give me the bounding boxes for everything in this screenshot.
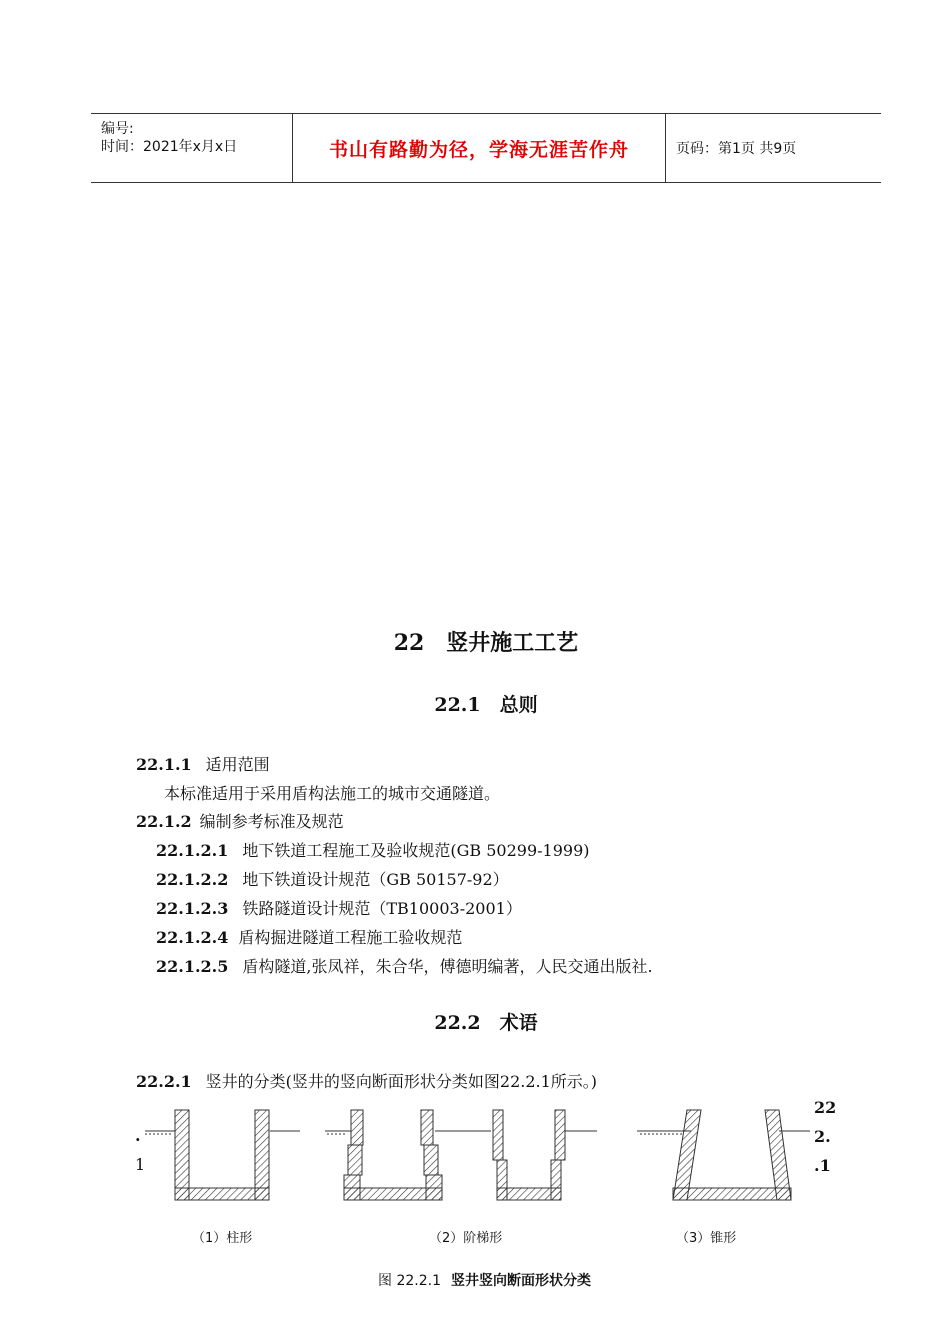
chapter-title: 22 竖井施工工艺 (393, 630, 579, 656)
item-text: 竖井的分类(竖井的竖向断面形状分类如图22.2.1所示。) (205, 1072, 598, 1091)
page-header (91, 113, 881, 183)
caption-number: 图 22.2.1 (378, 1273, 441, 1289)
item-number: 22.1.2.5 (156, 957, 229, 976)
item-text: 适用范围 (205, 755, 270, 774)
item-number: 22.1.2.4 (156, 928, 229, 947)
item-text: 地下铁道工程施工及验收规范(GB 50299-1999) (242, 841, 590, 860)
side-fragment: 22 (814, 1098, 837, 1117)
stepped-shaft (325, 1110, 597, 1200)
side-fragment: .1 (814, 1156, 831, 1175)
paragraph-text: 本标准适用于采用盾构法施工的城市交通隧道。 (164, 784, 501, 803)
left-fragment: . (135, 1126, 141, 1145)
section-title-terms: 22.2 术语 (434, 1012, 538, 1034)
motto: 书山有路勤为径，学海无涯苦作舟 (328, 138, 629, 161)
item-text: 盾构掘进隧道工程施工验收规范 (238, 928, 463, 947)
section-title-general: 22.1 总则 (434, 694, 538, 716)
item-22-1-2 (136, 809, 344, 832)
item-text: 编制参考标准及规范 (199, 812, 344, 831)
header-meta-cell (91, 114, 293, 182)
item-text: 地下铁道设计规范（GB 50157-92） (242, 870, 509, 889)
item-22-1-2-1 (156, 838, 590, 861)
item-text: 盾构隧道,张凤祥，朱合华，傅德明编著，人民交通出版社. (242, 957, 653, 976)
item-22-1-2-2 (156, 867, 509, 890)
item-number: 22.2.1 (136, 1072, 192, 1091)
item-22-1-1 (136, 752, 270, 775)
page-info: 页码：第1页 共9页 (676, 141, 797, 157)
item-22-2-1 (136, 1069, 597, 1092)
conical-shaft (637, 1110, 810, 1200)
time-label: 时间：2021年x月x日 (101, 139, 238, 155)
figure-label-cylindrical: （1）柱形 (192, 1231, 253, 1246)
item-number: 22.1.2.1 (156, 841, 229, 860)
item-number: 22.1.1 (136, 755, 192, 774)
cylindrical-shaft (145, 1110, 300, 1200)
caption-text: 竖井竖向断面形状分类 (450, 1273, 591, 1289)
item-number: 22.1.2.2 (156, 870, 229, 889)
item-number: 22.1.2.3 (156, 899, 229, 918)
shaft-diagram (135, 1100, 815, 1220)
figure-label-conical: （3）锥形 (676, 1231, 737, 1246)
item-text: 铁路隧道设计规范（TB10003-2001） (242, 899, 522, 918)
figure-caption (378, 1270, 591, 1290)
scope-paragraph (164, 781, 500, 804)
header-page-cell (666, 114, 881, 182)
number-label: 编号: (101, 121, 134, 137)
item-22-1-2-3 (156, 896, 522, 919)
item-number: 22.1.2 (136, 812, 192, 831)
left-fragment: 1 (135, 1155, 146, 1174)
item-22-1-2-4 (156, 925, 462, 948)
figure-label-stepped: （2）阶梯形 (429, 1231, 503, 1246)
item-22-1-2-5 (156, 954, 653, 977)
header-motto-cell (293, 114, 666, 182)
side-fragment: 2. (814, 1127, 831, 1146)
